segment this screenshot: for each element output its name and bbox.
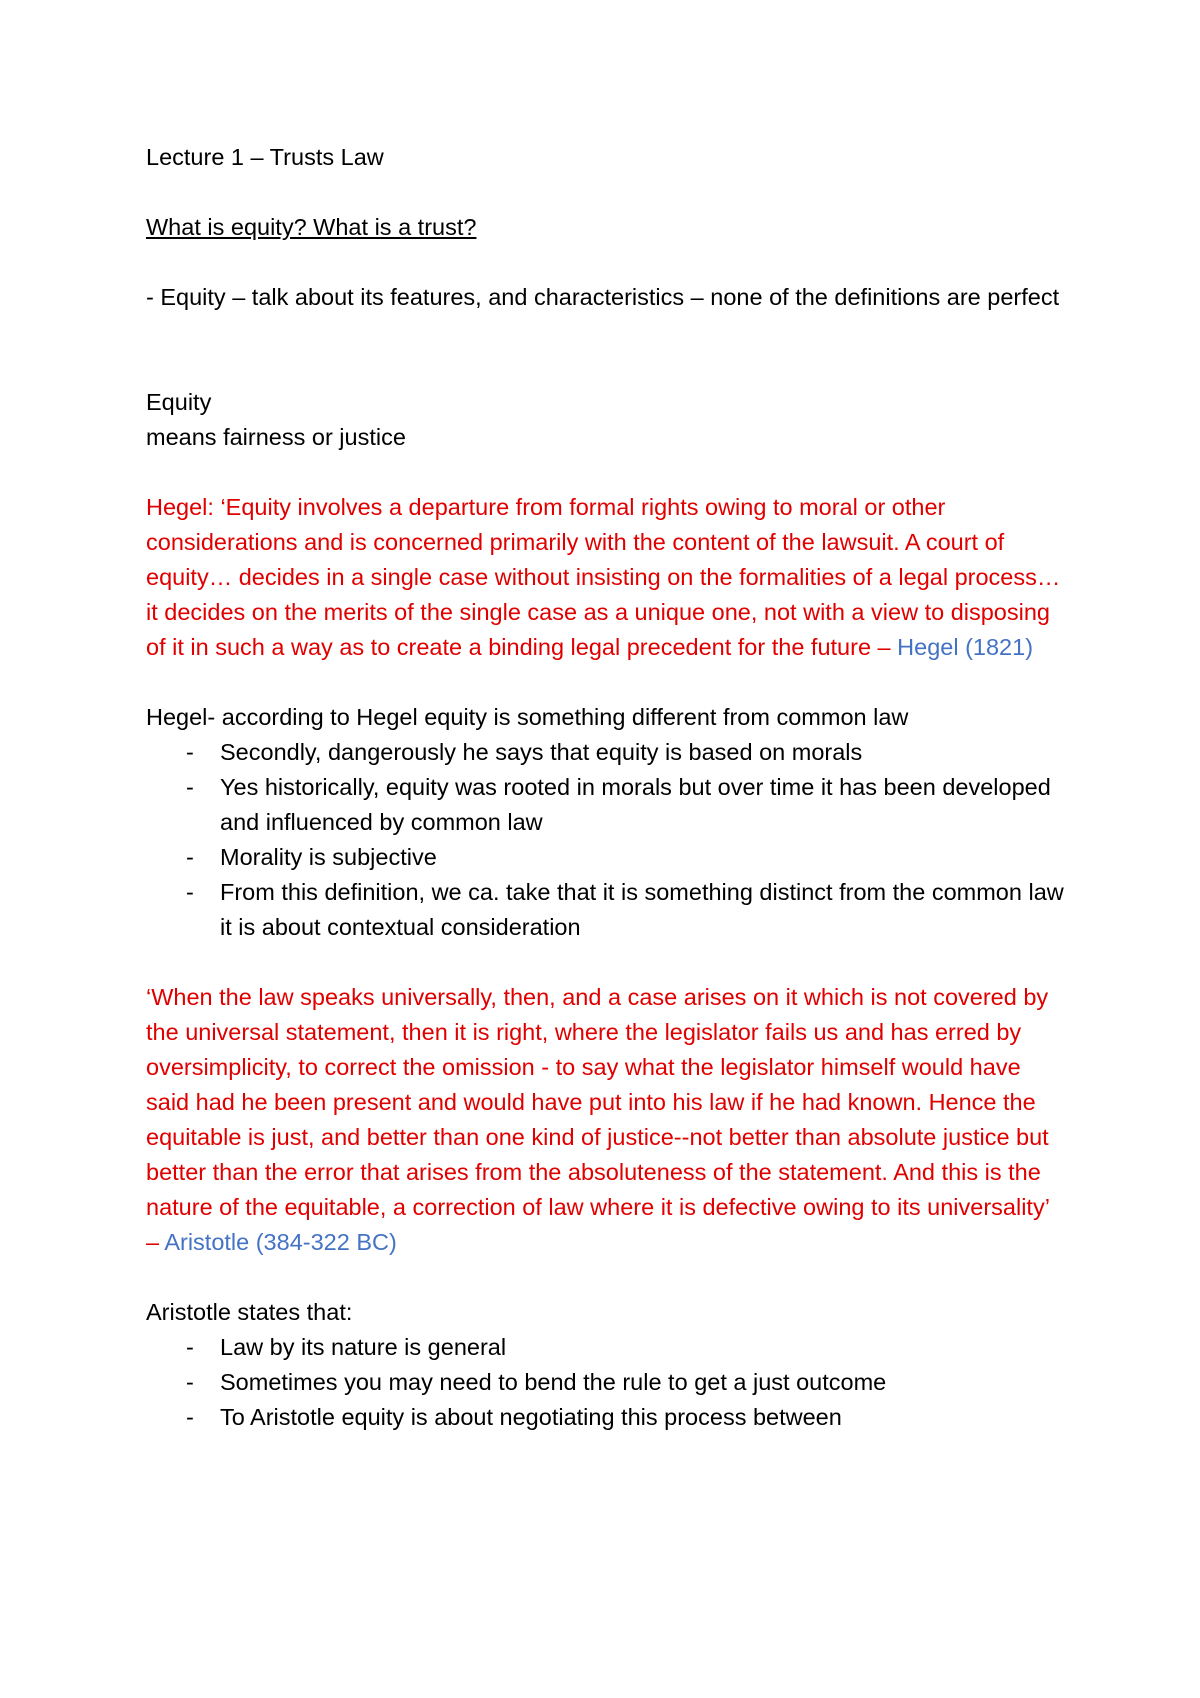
aristotle-notes-lead: Aristotle states that: (146, 1299, 353, 1325)
dash-bullet: - (186, 844, 194, 870)
hegel-notes-lead: Hegel- according to Hegel equity is something different from common law (146, 704, 909, 730)
list-item (146, 1400, 1066, 1435)
hegel-quote-text: Hegel: ‘Equity involves a departure from formal rights owing to moral or other considerations and is concerned primarily with the content of the lawsuit. A court of equity… decides in a single case without insisting on the formalities of a legal process… it decides on the merits of the single case as a unique one, not with a view to disposing of it in such a way as to create a binding legal precedent for the future – (146, 494, 1061, 660)
dash-bullet: - (186, 1369, 194, 1395)
dash-bullet: - (186, 739, 194, 765)
aristotle-citation: Aristotle (384-322 BC) (164, 1229, 397, 1255)
list-item (146, 875, 1066, 945)
aristotle-quote (146, 980, 1066, 1260)
lecture-title: Lecture 1 – Trusts Law (146, 144, 384, 170)
hegel-citation: Hegel (1821) (897, 634, 1034, 660)
list-item (146, 735, 1066, 770)
document-page (146, 140, 1066, 1470)
list-item-text: From this definition, we ca. take that it is something distinct from the common law it is about contextual consideration (220, 879, 1064, 940)
dash-bullet: - (186, 1334, 194, 1360)
list-item-text: Yes historically, equity was rooted in morals but over time it has been developed and influenced by common law (220, 774, 1051, 835)
list-item-text: Law by its nature is general (220, 1334, 507, 1360)
equity-definition (146, 385, 1066, 455)
equity-meaning: means fairness or justice (146, 424, 406, 450)
list-item (146, 770, 1066, 840)
hegel-quote (146, 490, 1066, 665)
list-item (146, 1330, 1066, 1365)
intro-paragraph: - Equity – talk about its features, and characteristics – none of the definitions are perfect (146, 284, 1060, 310)
aristotle-notes-list (146, 1330, 1066, 1435)
dash-bullet: - (186, 879, 194, 905)
equity-label: Equity (146, 389, 212, 415)
aristotle-quote-text: ‘When the law speaks universally, then, and a case arises on it which is not covered by the universal statement, then it is right, where the legislator fails us and has erred by oversimplicity, to correct the omission - to say what the legislator himself would have said had he been present and would have put into his law if he had known. Hence the equitable is just, and better than one kind of justice--not better than absolute justice but better than the error that arises from the absoluteness of the statement. And this is the nature of the equitable, a correction of law where it is defective owing to its universality’ – (146, 984, 1050, 1255)
list-item (146, 840, 1066, 875)
section-heading: What is equity? What is a trust? (146, 214, 477, 240)
list-item-text: Secondly, dangerously he says that equity is based on morals (220, 739, 863, 765)
list-item (146, 1365, 1066, 1400)
hegel-notes-list (146, 735, 1066, 945)
list-item-text: Morality is subjective (220, 844, 437, 870)
blank-line (146, 350, 1066, 385)
list-item-text: Sometimes you may need to bend the rule to get a just outcome (220, 1369, 887, 1395)
dash-bullet: - (186, 774, 194, 800)
dash-bullet: - (186, 1404, 194, 1430)
list-item-text: To Aristotle equity is about negotiating this process between (220, 1404, 842, 1430)
